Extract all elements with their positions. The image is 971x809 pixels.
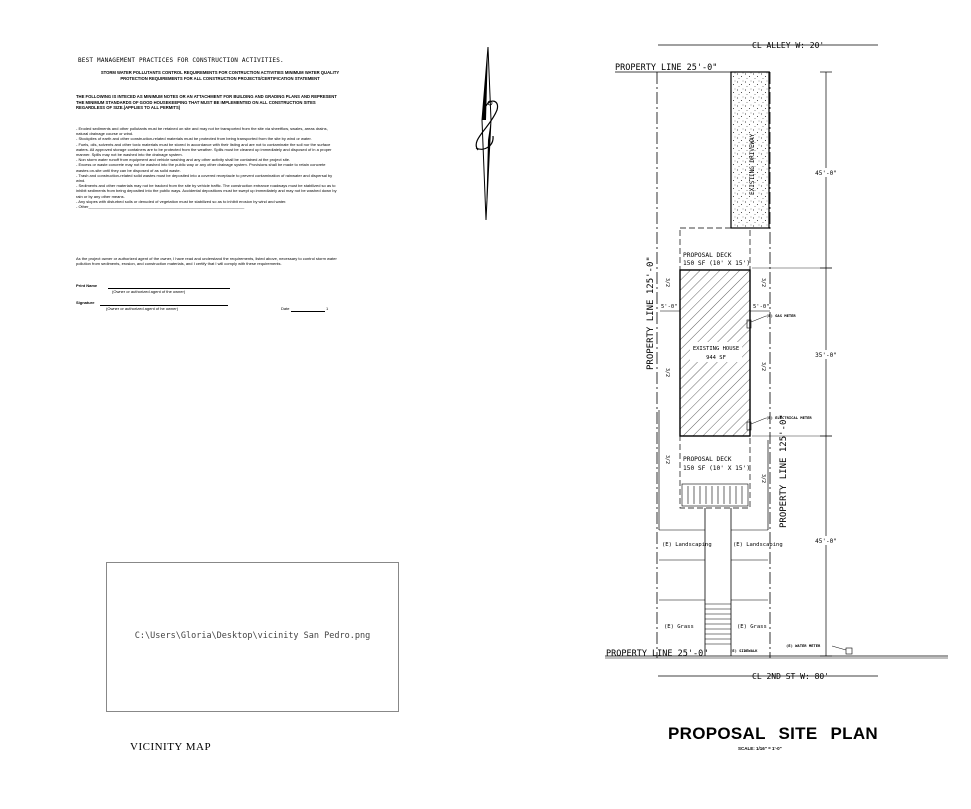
grass-left: (E) Grass [664,624,694,630]
setback-right: 5'-0" [753,304,770,310]
bmp-item: - Eroded sediments and other pollutants must be retained on site and may not be transported from the site via sheetflow, swales, areas drains, natural drainage course or wind. [76,126,328,137]
date-label: Date [281,306,290,311]
vicinity-map-label: VICINITY MAP [130,741,212,753]
vicinity-map-missing-image-path: C:\Users\Gloria\Desktop\vicinity San Pedro.png [134,631,371,641]
deck-bottom-label: PROPOSAL DECK [683,456,732,463]
deck-top-label: PROPOSAL DECK [683,252,732,259]
bmp-item: - Non storm water runoff from equipment and vehicle washing and any other activity shall be contained at the project site. [76,157,291,163]
half-marker-2: 3/2 [760,278,766,288]
property-line-right-label: PROPERTY LINE 125'-0" [779,414,789,528]
house-label: EXISTING HOUSE [692,346,740,352]
bmp-item: - Fuels, oils, solvents and other toxic materials must be stored in accordance with their listing and are not to contaminate the soil nor the surface waters. All approved storage containers are to be protected from the weather. Spills must be cleaned up immediately and disposed of in a proper manner. Spills may not be washed into the drainage system. [76,141,332,158]
deck-bottom-area: 150 SF (10' X 15') [683,465,751,472]
street-label: CL 2ND ST W: 80' [752,672,830,681]
entry-steps [705,604,731,644]
grass-right: (E) Grass [737,624,767,630]
bmp-title: BEST MANAGEMENT PRACTICES FOR CONSTRUCTION ACTIVITIES. [78,57,284,64]
bmp-certification: As the project owner or authorized agent of the owner, I have read and understand the requirements, listed above, necessary to control storm water pollution from sediments, erosion, and construction materials, and I certify that I will comply with these requirements. [76,256,337,267]
site-plan-scale: SCALE: 1/16" = 1'-0" [738,746,782,751]
half-marker-5: 3/2 [664,455,670,465]
bmp-item: - Excess or waste concrete may not be washed into the public way or any other drainage system. Provisions shall be made to retain concrete wastes on-site until they can be disposed of as solid waste. [76,162,326,173]
water-meter-note: (E) WATER METER [786,643,821,648]
half-marker-3: 3/2 [664,368,670,378]
dimension-35: 35'-0" [815,352,837,359]
deck-top-area: 150 SF (10' X 15') [683,260,751,267]
half-marker-4: 3/2 [760,362,766,372]
bmp-item: - Trash and construction-related solid wastes must be deposited into a covered receptacle to prevent contamination of rainwater and dispersal by wind. [76,172,333,184]
alley-label: CL ALLEY W: 20' [752,41,825,50]
date-tail: 1 [326,306,329,311]
property-line-top-label: PROPERTY LINE 25'-0" [615,63,718,73]
bmp-item: - Stockpiles of earth and other construction-related materials must be protected from being transported from the site by wind or water. [76,136,312,142]
electrical-meter-note: (E) ELECTRICAL METER [766,415,812,420]
bmp-item: - Other______________________________________________________________________ [76,204,245,210]
property-line-left-label: PROPERTY LINE 125'-0" [646,256,656,370]
landscaping-left: (E) Landscaping [662,542,712,548]
north-arrow-icon [476,47,498,220]
setback-left: 5'-0" [661,304,678,310]
half-marker-6: 3/2 [760,474,766,484]
property-line-bottom-label: PROPERTY LINE 25'-0" [606,649,709,659]
bmp-subtitle: STORM WATER POLLUTANTS CONTROL REQUIREMENTS FOR CONTRUCTION ACTIVITIES MINIMUM WATER QUALITY PROTECTION REQUIREMENTS FOR ALL CONSTRUCTION PROJECTS/CERTIFICATION STATEMENT [100,70,340,81]
bmp-intro: THE FOLLOWING IS INTECED AS MINIMUM NOTES OR AN ATTACHMENT FOR BUILDING AND GRADING PLANS AND REPRESENT THE MINIMUM STANDARDS OF GOOD HOUSEKEEPING THAT MUST BE IMPLEMENTED ON ALL CONSTRUCTION SITES REGARDLESS OF SIZE.(APPLIES TO ALL PERMITS) [76,94,337,110]
sidewalk-note: (E) SIDEWALK [730,648,758,653]
deck-stairs [682,484,748,506]
print-name-label: Print Name [76,283,98,288]
bmp-item: - Sediments and other materials may not be tracked from the site by vehicle traffic. The construction entrance roadways must be stabilized so as to inhibit sediments from being deposited into the public ways. Accidental depositions must be swept up immediately and may not be washed down by rain or by any other means. [76,183,337,199]
gas-meter-note: (E) GAS METER [766,313,796,318]
dimension-45-top: 45'-0" [815,170,837,177]
signature-caption: (Owner or authorized agent of he owner) [106,306,179,311]
print-name-caption: (Owner or authorized agent of the owner) [112,289,186,294]
house-area: 944 SF [706,355,726,361]
dimension-45-bottom: 45'-0" [815,538,837,545]
driveway-label: EXISTING DRIVEWAY [749,133,756,195]
landscaping-right: (E) Landscaping [733,542,783,548]
site-plan-title: PROPOSAL SITE PLAN [668,724,879,743]
half-marker-1: 3/2 [664,278,670,288]
bmp-item: - Any slopes with disturbed soils or denuded of vegetation must be stabilized so as to inhibit erosion by wind and water. [76,198,287,204]
proposal-deck-bottom [680,436,750,508]
signature-label: Signature [76,300,95,305]
